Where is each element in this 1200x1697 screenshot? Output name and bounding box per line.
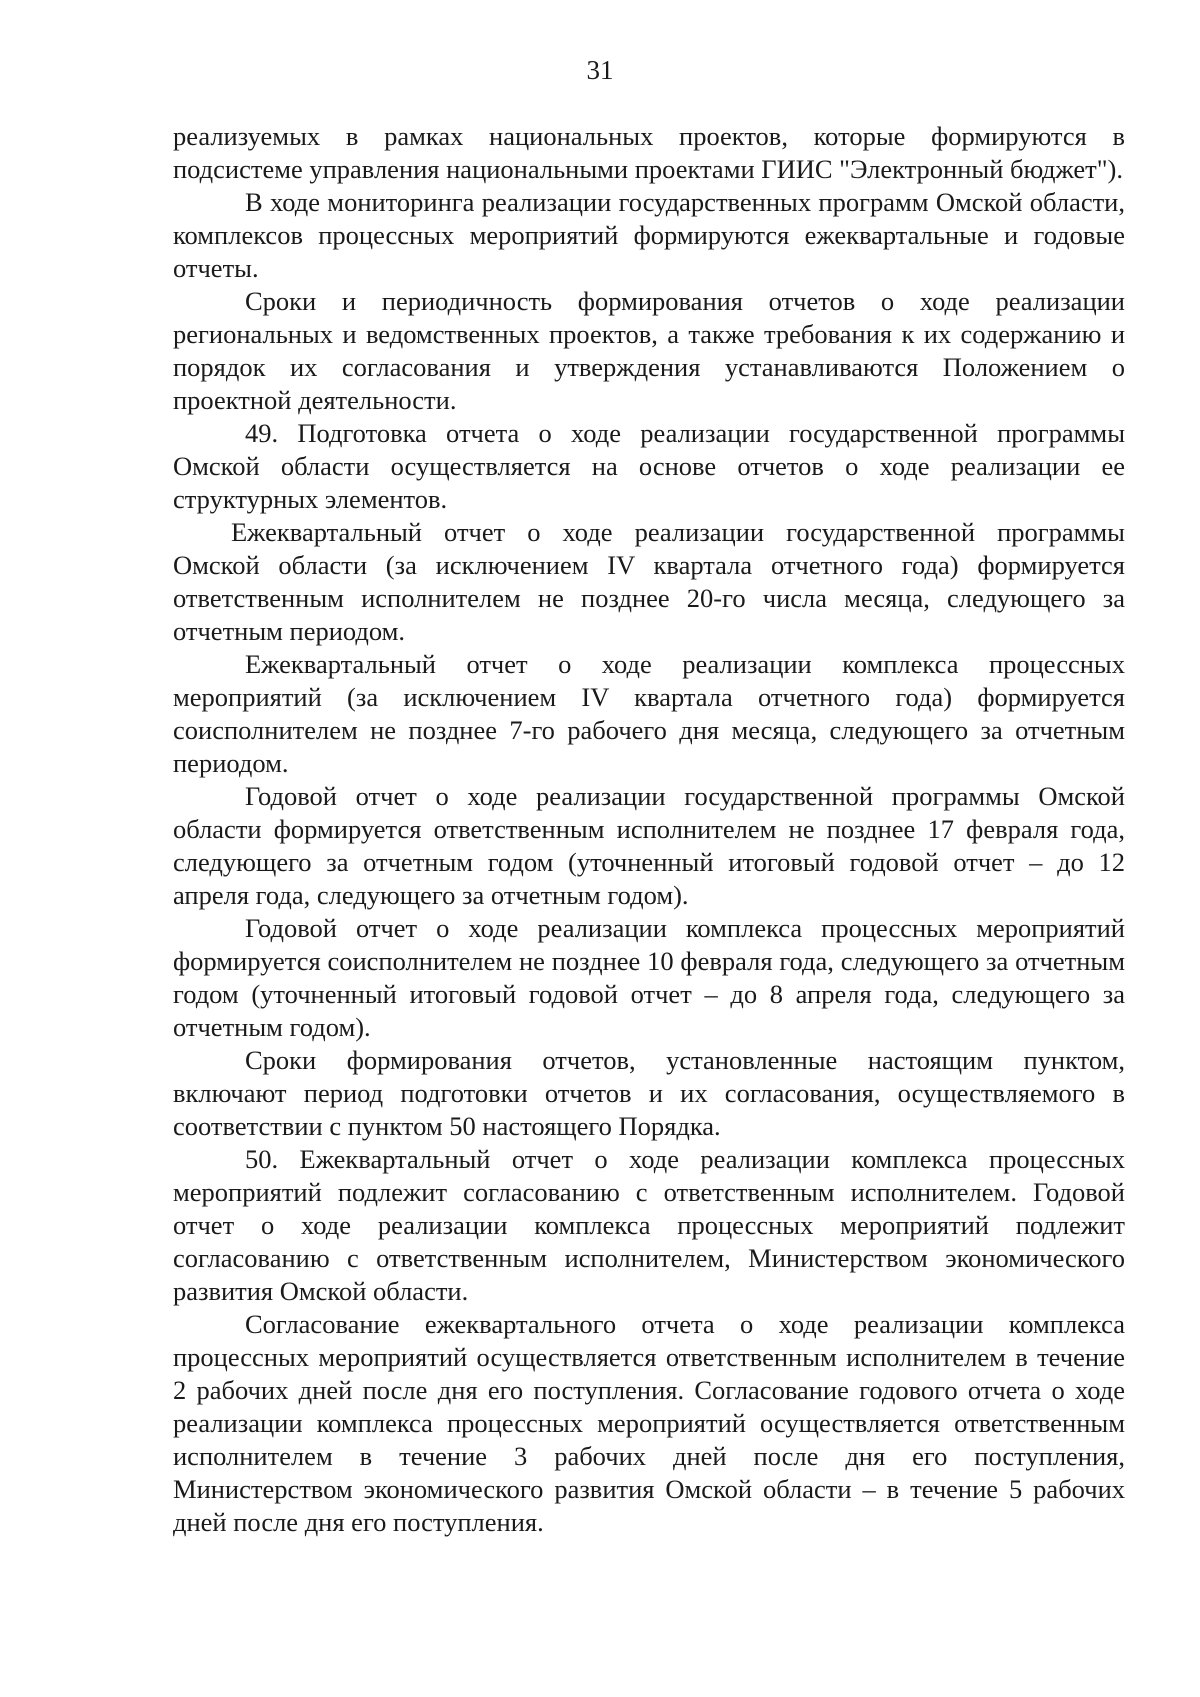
- paragraph-item-49: 49. Подготовка отчета о ходе реализации государственной программы Омской области осуществляется на основе отчетов о ходе реализации ее структурных элементов.: [173, 418, 1125, 514]
- paragraph-report-deadlines-projects: Сроки и периодичность формирования отчетов о ходе реализации региональных и ведомственных проектов, а также требования к их содержанию и порядок их согласования и утверждения устанавливаются Положением о проектной деятельности.: [173, 286, 1125, 415]
- document-body: [173, 120, 1125, 1539]
- paragraph-approval-terms: Согласование ежеквартального отчета о ходе реализации комплекса процессных мероприятий осуществляется ответственным исполнителем в течение 2 рабочих дней после дня его поступления. Согласование годового отчета о ходе реализации комплекса процессных мероприятий осуществляется ответственным исполнителем в течение 3 рабочих дней после дня его поступления, Министерством экономического развития Омской области – в течение 5 рабочих дней после дня его поступления.: [173, 1309, 1125, 1537]
- paragraph-monitoring-reports: В ходе мониторинга реализации государственных программ Омской области, комплексов процессных мероприятий формируются ежеквартальные и годовые отчеты.: [173, 187, 1125, 283]
- paragraph-report-periods: Сроки формирования отчетов, установленные настоящим пунктом, включают период подготовки отчетов и их согласования, осуществляемого в соответствии с пунктом 50 настоящего Порядка.: [173, 1045, 1125, 1141]
- page-number: 31: [586, 55, 614, 85]
- paragraph-quarterly-program-report: Ежеквартальный отчет о ходе реализации государственной программы Омской области (за исключением IV квартала отчетного года) формируется ответственным исполнителем не позднее 20-го числа месяца, следующего за отчетным периодом.: [173, 517, 1125, 646]
- paragraph-annual-complex-report: Годовой отчет о ходе реализации комплекса процессных мероприятий формируется соисполнителем не позднее 10 февраля года, следующего за отчетным годом (уточненный итоговый годовой отчет – до 8 апреля года, следующего за отчетным годом).: [173, 913, 1125, 1042]
- paragraph-item-50: 50. Ежеквартальный отчет о ходе реализации комплекса процессных мероприятий подлежит согласованию с ответственным исполнителем. Годовой отчет о ходе реализации комплекса процессных мероприятий подлежит согласованию с ответственным исполнителем, Министерством экономического развития Омской области.: [173, 1144, 1125, 1306]
- paragraph-annual-program-report: Годовой отчет о ходе реализации государственной программы Омской области формируется ответственным исполнителем не позднее 17 февраля года, следующего за отчетным годом (уточненный итоговый годовой отчет – до 12 апреля года, следующего за отчетным годом).: [173, 781, 1125, 910]
- paragraph-continuation: реализуемых в рамках национальных проектов, которые формируются в подсистеме управления национальными проектами ГИИС "Электронный бюджет").: [173, 121, 1125, 184]
- paragraph-quarterly-complex-report: Ежеквартальный отчет о ходе реализации комплекса процессных мероприятий (за исключением IV квартала отчетного года) формируется соисполнителем не позднее 7-го рабочего дня месяца, следующего за отчетным периодом.: [173, 649, 1125, 778]
